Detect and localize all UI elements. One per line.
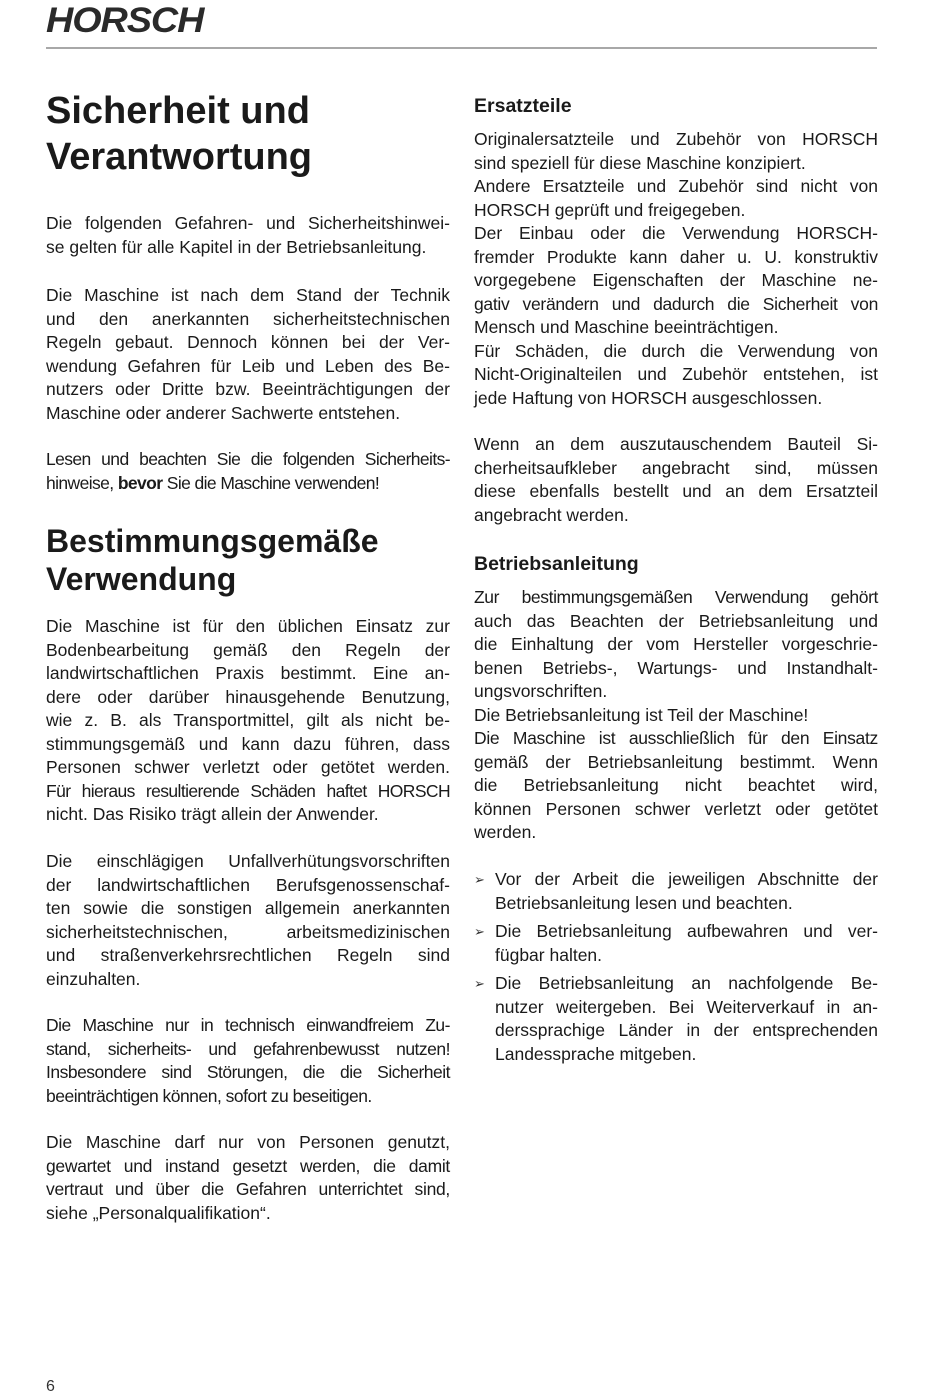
text-line: der landwirtschaftlichen Berufsgenossenschaf- [46, 874, 450, 895]
text-line: Vor der Arbeit die jeweiligen Abschnitte der [495, 869, 878, 889]
text-line: Die Betriebsanleitung ist Teil der Maschine! [474, 704, 809, 725]
text-line: angebracht werden. [474, 504, 629, 525]
personnel-paragraph [46, 1131, 450, 1225]
text-line: und den anerkannten sicherheitstechnischen [46, 308, 450, 329]
text-line: ten sowie die sonstigen allgemein anerkannten [46, 898, 450, 918]
text-line: Für Schäden, die durch die Verwendung von [474, 340, 878, 361]
text-fragment: hinweise, [46, 472, 118, 493]
read-notice-paragraph [46, 448, 450, 495]
text-line: werden. [474, 822, 537, 842]
bullet-item [474, 920, 878, 967]
text-line: Regeln gebaut. Dennoch können bei der Ver- [46, 332, 450, 352]
text-line: Die Maschine ist für den üblichen Einsatz zur [46, 616, 450, 636]
arrowhead-right-icon: ➢ [474, 872, 485, 887]
text-line: Die Maschine darf nur von Personen genutzt, [46, 1132, 450, 1152]
text-line: derssprachige Länder in der entsprechenden [495, 1020, 878, 1040]
text-line: landwirtschaftlichen Praxis bestimmt. Eine an- [46, 663, 450, 683]
text-line: vorgegebene Eigenschaften der Maschine ne- [474, 270, 878, 290]
text-line: die Betriebsanleitung nicht beachtet wird, [474, 775, 878, 795]
stickers-paragraph [474, 433, 878, 527]
section-title-intended-use [46, 522, 379, 598]
text-line: einzuhalten. [46, 968, 141, 989]
text-line: sind speziell für diese Maschine konzipiert. [474, 152, 806, 173]
text-line: stand, sicherheits- und gefahrenbewusst nutzen! [46, 1038, 450, 1059]
section-title-line: Bestimmungsgemäße [46, 523, 379, 559]
text-line: Andere Ersatzteile und Zubehör sind nicht von [474, 176, 878, 196]
text-line: wie z. B. als Transportmittel, gilt als nicht be- [46, 710, 450, 730]
intended-use-paragraph [46, 615, 450, 827]
text-line: Die folgenden Gefahren- und Sicherheitshinwei- [46, 213, 450, 233]
section-title-line: Verwendung [46, 561, 237, 597]
text-line: nicht. Das Risiko trägt allein der Anwender. [46, 804, 379, 824]
text-fragment: Sie die Maschine verwenden! [162, 472, 380, 493]
text-line: siehe „Personalqualifikation“. [46, 1202, 271, 1223]
text-line: jede Haftung von HORSCH ausgeschlossen. [474, 387, 823, 408]
text-line: beeinträchtigen können, sofort zu beseitigen. [46, 1085, 372, 1106]
text-line: Originalersatzteile und Zubehör von HORSCH [474, 129, 878, 149]
text-line: Zur bestimmungsgemäßen Verwendung gehört [474, 587, 878, 607]
bullet-text [495, 920, 878, 967]
text-line: Die Betriebsanleitung aufbewahren und ver- [495, 921, 878, 941]
state-of-art-paragraph [46, 284, 450, 425]
text-line: Mensch und Maschine beeinträchtigen. [474, 317, 779, 337]
text-line: HORSCH geprüft und freigegeben. [474, 199, 746, 220]
heading-spare-parts: Ersatzteile [474, 95, 572, 117]
text-line: Maschine oder anderer Sachwerte entstehen. [46, 402, 401, 423]
text-line: se gelten für alle Kapitel in der Betriebsanleitung. [46, 236, 427, 257]
text-line: benen Betriebs-, Wartungs- und Instandhalt- [474, 657, 878, 678]
operating-manual-paragraph [474, 586, 878, 845]
text-line: Für hieraus resultierende Schäden haftet HORSCH [46, 780, 450, 801]
bullet-item [474, 972, 878, 1066]
text-line: vertraut und über die Gefahren unterrichtet sind, [46, 1179, 450, 1199]
text-line: fremder Produkte kann daher u. U. konstruktiv [474, 246, 878, 267]
page-title-line: Sicherheit und [46, 90, 310, 132]
arrowhead-right-icon: ➢ [474, 924, 485, 939]
text-line: Die Betriebsanleitung an nachfolgende Be- [495, 973, 878, 993]
text-line: dere oder darüber hinausgehende Benutzung, [46, 686, 450, 707]
regulations-paragraph [46, 850, 450, 991]
text-line: diese ebenfalls bestellt und an dem Ersatzteil [474, 481, 878, 501]
text-line: nutzer weitergeben. Bei Weiterverkauf in an- [495, 996, 878, 1017]
text-line: nutzers oder Dritte bzw. Beeinträchtigungen der [46, 379, 450, 399]
text-line: Der Einbau oder die Verwendung HORSCH- [474, 223, 878, 243]
emphasis-bevor: bevor [117, 472, 163, 493]
text-line: Nicht-Originalteilen und Zubehör entstehen, ist [474, 364, 878, 384]
text-line: gemäß der Betriebsanleitung bestimmt. Wenn [474, 751, 878, 772]
text-line: Betriebsanleitung lesen und beachten. [495, 892, 793, 913]
arrowhead-right-icon: ➢ [474, 976, 485, 991]
spare-parts-paragraph [474, 128, 878, 410]
text-line: auch das Beachten der Betriebsanleitung und [474, 610, 878, 631]
header-divider [46, 47, 877, 49]
text-line: die Einhaltung der vom Hersteller vorgeschrie- [474, 634, 878, 654]
text-line: wendung Gefahren für Leib und Leben des Be- [46, 355, 450, 376]
text-line: Die Maschine nur in technisch einwandfreiem Zu- [46, 1015, 450, 1035]
text-line: sicherheitstechnischen, arbeitsmedizinischen [46, 921, 450, 942]
intro-paragraph [46, 212, 450, 259]
bullet-text [495, 972, 878, 1066]
horsch-logo: HORSCH [46, 1, 204, 40]
text-line: und straßenverkehrsrechtlichen Regeln sind [46, 945, 450, 965]
bullet-item [474, 868, 878, 915]
text-line: Lesen und beachten Sie die folgenden Sicherheits- [46, 449, 450, 469]
condition-paragraph [46, 1014, 450, 1108]
text-line: fügbar halten. [495, 944, 603, 965]
text-line: cherheitsaufkleber angebracht sind, müssen [474, 457, 878, 478]
text-line: Wenn an dem auszutauschendem Bauteil Si- [474, 434, 878, 454]
text-line: Die einschlägigen Unfallverhütungsvorschriften [46, 851, 450, 871]
heading-operating-manual: Betriebsanleitung [474, 553, 639, 575]
text-line: ungsvorschriften. [474, 681, 608, 701]
text-line: stimmungsgemäß und kann dazu führen, dass [46, 733, 450, 754]
text-line: Die Maschine ist ausschließlich für den Einsatz [474, 728, 878, 748]
text-line: können Personen schwer verletzt oder getötet [474, 798, 878, 819]
bullet-text [495, 868, 878, 915]
text-line [46, 472, 450, 496]
text-line: gativ verändern und dadurch die Sicherheit von [474, 293, 878, 314]
text-line: Bodenbearbeitung gemäß den Regeln der [46, 639, 450, 660]
text-line: Personen schwer verletzt oder getötet werden. [46, 757, 450, 777]
page-number: 6 [46, 1378, 55, 1395]
text-line: gewartet und instand gesetzt werden, die damit [46, 1155, 450, 1176]
page-title-line: Verantwortung [46, 136, 313, 178]
text-line: Insbesondere sind Störungen, die die Sicherheit [46, 1062, 450, 1082]
page-title [46, 88, 312, 180]
text-line: Landessprache mitgeben. [495, 1043, 697, 1064]
text-line: Die Maschine ist nach dem Stand der Technik [46, 285, 450, 305]
